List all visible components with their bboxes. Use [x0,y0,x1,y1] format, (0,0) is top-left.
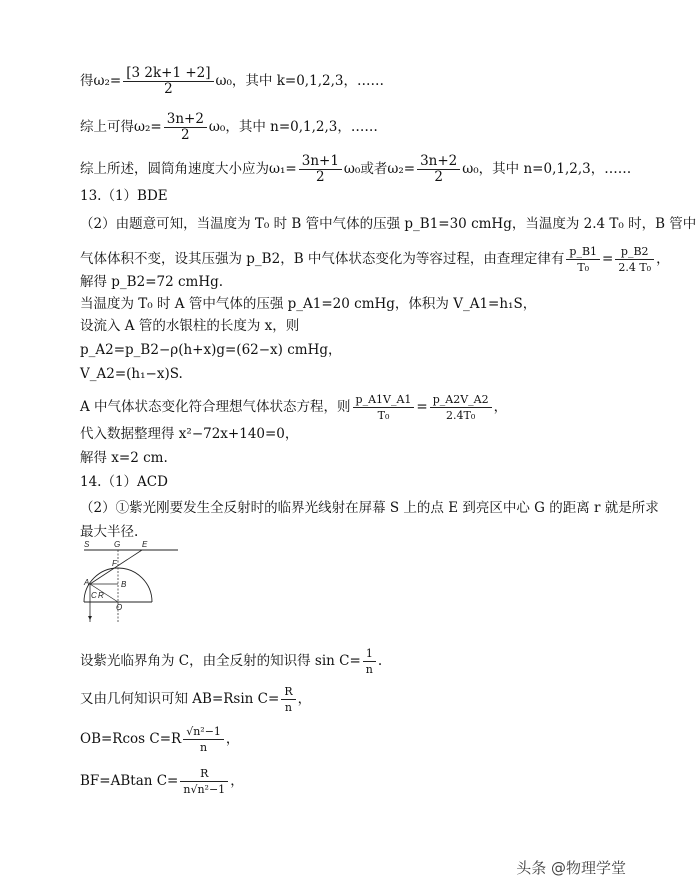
label-c: C [91,591,97,600]
fraction: $\frac{p\_B2}{\text{2.4 T₀}}$ [615,244,654,275]
label-e: E [142,540,148,549]
label-a: A [84,578,90,587]
label-r: R [98,591,104,600]
label-s: S [84,540,90,549]
optics-diagram [84,540,184,632]
answer-13-2: （2）由题意可知，当温度为 T₀ 时 B 管中气体的压强 p_B1=30 cmHg，当温度为 2.4 T₀ 时，B 管中 [80,216,696,232]
label-g: G [114,540,121,549]
answer-14-6: OB=Rcos C=R $\frac{\text{√n²−1}}{n}$ ， [80,725,240,754]
answer-13-6: 设流入 A 管的水银柱的长度为 x，则 [80,318,300,334]
answer-13-7: p_A2=p_B2−ρ(h+x)g=(62−x) cmHg， [80,342,342,358]
watermark: 头条 @物理学堂 [516,859,626,877]
label-o: O [116,603,123,612]
fraction: $\frac{p\_B1}{\text{T₀}}$ [566,244,600,275]
answer-13-11: 解得 x=2 cm. [80,450,168,466]
answer-14-2: （2）①紫光刚要发生全反射时的临界光线射在屏幕 S 上的点 E 到亮区中心 G 的距离 r 就是所求 [80,500,659,516]
label-b: B [121,580,127,589]
text: ω₀，其中 n=0,1,2,3，…… [208,119,378,135]
answer-14-5: 又由几何知识可知 AB=Rsin C= $\frac{R}{n}$ ， [80,685,312,714]
fraction: $\frac{3n+1}{2}$ [299,154,342,185]
answer-13-9: A 中气体状态变化符合理想气体状态方程，则 $\frac{p\_A1V\_A1}{\text{T₀}}$ = $\frac{p\_A2V\_A2}{\text{2.4T₀}}$ ， [80,393,508,422]
answer-13-5: 当温度为 T₀ 时 A 管中气体的压强 p_A1=20 cmHg，体积为 V_A1=h₁S， [80,296,537,312]
equation-line-3: 综上所述，圆筒角速度大小应为ω₁= $\frac{3n+1}{2}$ ω₀或者ω₂= $\frac{3n+2}{2}$ ω₀，其中 n=0,1,2,3，…… [80,153,632,185]
answer-13-4: 解得 p_B2=72 cmHg. [80,274,224,290]
fraction: $\frac{3n+2}{2}$ [417,154,460,185]
answer-13-8: V_A2=(h₁−x)S. [80,366,183,382]
answer-14-3: 最大半径. [80,524,139,540]
equation-line-1 [80,66,384,97]
answer-13-1: 13.（1）BDE [80,188,168,204]
label-f: F [112,559,117,568]
answer-13-10: 代入数据整理得 x²−72x+140=0， [80,426,299,442]
text: ω₀，其中 k=0,1,2,3，…… [215,73,384,89]
arrow-icon [88,616,92,620]
text: 综上可得ω₂= [80,119,162,135]
text: 得ω₂= [80,73,122,89]
fraction: $\frac{\text{√n²−1}}{n}$ [183,724,224,755]
answer-14-7: BF=ABtan C= $\frac{R}{\text{n√n²−1}}$ ， [80,767,244,796]
fraction: $\frac{[3 2k+1 +2]}{2}$ [123,66,213,97]
fraction: $\frac{p\_A1V\_A1}{\text{T₀}}$ [353,392,415,423]
answer-14-1: 14.（1）ACD [80,474,168,490]
answer-14-4: 设紫光临界角为 C，由全反射的知识得 sin C= $\frac{1}{n}$ . [80,647,383,676]
fraction: $\frac{R}{\text{n√n²−1}}$ [180,766,228,797]
fraction: $\frac{3n+2}{2}$ [164,112,207,143]
fraction: $\frac{1}{n}$ [363,646,376,677]
fraction: $\frac{p\_A2V\_A2}{\text{2.4T₀}}$ [430,392,492,423]
fraction: $\frac{R}{n}$ [281,684,295,715]
equation-line-2 [80,112,378,143]
answer-13-3: 气体体积不变，设其压强为 p_B2，B 中气体状态变化为等容过程，由查理定律有 $\frac{p\_B1}{\text{T₀}}$ = $\frac{p\_B2}{\text{2.4 T₀}}$ ， [80,245,670,274]
